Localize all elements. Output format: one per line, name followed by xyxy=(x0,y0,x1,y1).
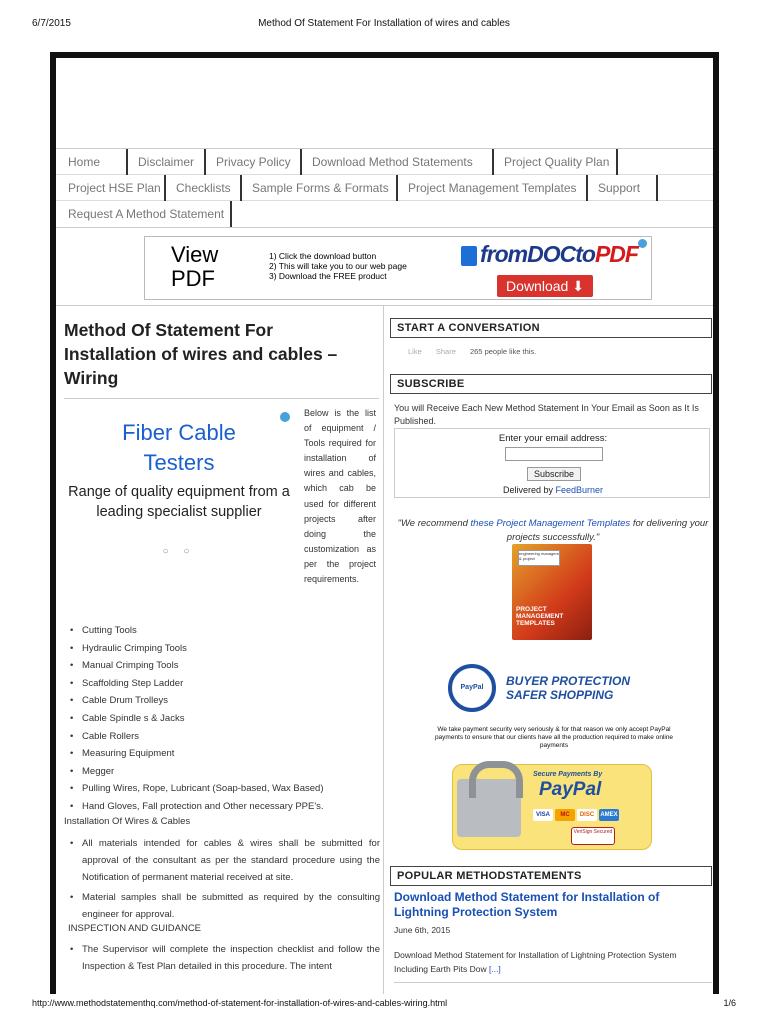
secure-payments-badge: Secure Payments By PayPal VISA MC DISC AMEX VeriSign Secured xyxy=(452,764,652,850)
nav-home[interactable]: Home xyxy=(56,149,128,175)
list-item: • The Supervisor will complete the inspection checklist and follow the Inspection & Test Plan detailed in this procedure. The intent xyxy=(70,942,380,976)
nav-project-hse-plan[interactable]: Project HSE Plan xyxy=(56,175,166,201)
section-heading-inspection: INSPECTION AND GUIDANCE xyxy=(68,923,202,934)
email-label: Enter your email address: xyxy=(498,433,608,444)
document-icon xyxy=(461,246,477,266)
nav-privacy-policy[interactable]: Privacy Policy xyxy=(206,149,302,175)
print-title: Method Of Statement For Installation of wires and cables xyxy=(258,18,510,29)
nav-checklists[interactable]: Checklists xyxy=(166,175,242,201)
popular-heading: POPULAR METHODSTATEMENTS xyxy=(390,866,712,886)
pm-templates-product-image[interactable]: engineering managers & project PROJECT MANAGEMENT TEMPLATES xyxy=(512,544,592,640)
nav-row-2 xyxy=(56,175,713,201)
ad-view-pdf: View PDF xyxy=(171,242,219,291)
nav-sample-forms[interactable]: Sample Forms & Formats xyxy=(242,175,398,201)
list-item: • Megger xyxy=(70,763,380,781)
nav-project-management-templates[interactable]: Project Management Templates xyxy=(398,175,588,201)
equipment-list xyxy=(70,622,380,816)
like-button[interactable]: Like xyxy=(408,347,422,356)
verisign-icon: VeriSign Secured xyxy=(571,827,615,845)
start-conversation-heading: START A CONVERSATION xyxy=(390,318,712,338)
list-item: • Cable Spindle s & Jacks xyxy=(70,710,380,728)
nav-row-3 xyxy=(56,201,713,227)
sidebar xyxy=(390,306,716,1002)
pm-templates-link[interactable]: these Project Management Templates xyxy=(470,518,631,529)
carousel-dots[interactable]: ○ ○ xyxy=(162,546,196,557)
delivered-by: Delivered by FeedBurner xyxy=(502,485,604,495)
subscribe-button[interactable]: Subscribe xyxy=(527,467,581,481)
inspection-list xyxy=(70,942,380,980)
nav-project-quality-plan[interactable]: Project Quality Plan xyxy=(494,149,618,175)
email-input[interactable] xyxy=(505,447,603,461)
fromdoctopdf-ad[interactable] xyxy=(144,236,652,300)
print-header xyxy=(0,0,768,44)
discover-icon: DISC xyxy=(577,809,597,821)
fiber-cable-ad[interactable] xyxy=(64,406,294,576)
list-item: • All materials intended for cables & wires shall be submitted for approval of the consultant as per the standard procedure using the Notification of permanent material received at site. xyxy=(70,836,380,886)
installation-list xyxy=(70,836,380,928)
ad-download-button[interactable]: Download ⬇ xyxy=(497,275,593,297)
nav-disclaimer[interactable]: Disclaimer xyxy=(128,149,206,175)
read-more-link[interactable]: [...] xyxy=(488,964,501,974)
popular-post-excerpt: Download Method Statement for Installation of Lightning Protection System Including Earth Pits Dow [...] xyxy=(394,950,677,974)
buyer-protection-text: BUYER PROTECTION SAFER SHOPPING xyxy=(506,674,631,702)
list-item: • Measuring Equipment xyxy=(70,745,380,763)
fiber-ad-body: Range of quality equipment from a leading specialist supplier xyxy=(68,484,290,520)
nav-request-method-statement[interactable]: Request A Method Statement xyxy=(56,201,232,227)
ad-steps: 1) Click the download button 2) This will take you to our web page 3) Download the FREE product xyxy=(269,251,407,281)
padlock-icon xyxy=(457,779,521,837)
list-item: • Hand Gloves, Fall protection and Other necessary PPE's. xyxy=(70,798,380,816)
post-title: Method Of Statement For Installation of wires and cables – Wiring xyxy=(64,320,338,388)
nav-support[interactable]: Support xyxy=(588,175,658,201)
nav-download-method-statements[interactable]: Download Method Statements xyxy=(302,149,494,175)
card-logos xyxy=(533,809,621,821)
nav-row-1 xyxy=(56,149,713,175)
share-button[interactable]: Share xyxy=(435,347,456,356)
top-ad-area xyxy=(56,228,713,306)
paypal-logo: PayPal xyxy=(539,779,602,800)
paypal-seal-icon: PayPal xyxy=(448,664,496,712)
amex-icon: AMEX xyxy=(599,809,619,821)
adchoices-icon[interactable] xyxy=(638,239,647,248)
fiber-ad-headline[interactable]: Fiber Cable Testers xyxy=(122,420,236,475)
popular-divider xyxy=(394,982,712,983)
recommend-text: "We recommend these Project Management Templates for delivering your projects successfully." xyxy=(397,518,709,543)
subscribe-heading: SUBSCRIBE xyxy=(390,374,712,394)
list-item: • Cutting Tools xyxy=(70,622,380,640)
list-item: • Hydraulic Crimping Tools xyxy=(70,640,380,658)
print-date: 6/7/2015 xyxy=(32,18,71,29)
mastercard-icon: MC xyxy=(555,809,575,821)
visa-icon: VISA xyxy=(533,809,553,821)
list-item: • Manual Crimping Tools xyxy=(70,657,380,675)
list-item: • Cable Drum Trolleys xyxy=(70,692,380,710)
page-url: http://www.methodstatementhq.com/method-of-statement-for-installation-of-wires-and-cables-wiring.html xyxy=(32,998,448,1008)
page-frame xyxy=(50,52,719,1002)
subscribe-description: You will Receive Each New Method Statement In Your Email as Soon as It Is Published. xyxy=(394,403,699,426)
post-intro: Below is the list of equipment / Tools required for installation of wires and cables, which cab be used for different projects after doing the customization as per the project requirements. xyxy=(304,408,376,585)
popular-post-date: June 6th, 2015 xyxy=(394,925,451,935)
like-count: 265 people like this. xyxy=(469,347,537,356)
section-heading-installation: Installation Of Wires & Cables xyxy=(64,816,191,827)
facebook-like-row xyxy=(408,347,536,356)
paypal-note: We take payment security very seriously & for that reason we only accept PayPal payments to ensure that our clients have all the production required to make online payments xyxy=(434,726,674,749)
feedburner-link[interactable]: FeedBurner xyxy=(555,485,604,495)
post-column xyxy=(56,306,384,1002)
page-number: 1/6 xyxy=(723,998,736,1008)
header-banner xyxy=(56,58,713,148)
email-subscribe-form xyxy=(394,428,710,498)
list-item: • Pulling Wires, Rope, Lubricant (Soap-based, Wax Based) xyxy=(70,780,380,798)
content-area xyxy=(56,306,713,1002)
main-nav xyxy=(56,148,713,228)
paypal-buyer-protection xyxy=(448,664,658,718)
list-item: • Scaffolding Step Ladder xyxy=(70,675,380,693)
print-footer xyxy=(0,994,768,1024)
title-divider xyxy=(64,398,379,399)
list-item: • Material samples shall be submitted as required by the consulting engineer for approval. xyxy=(70,890,380,924)
list-item: • Cable Rollers xyxy=(70,728,380,746)
fromdoctopdf-logo: fromDOCtoPDF xyxy=(461,241,638,268)
popular-post-link[interactable]: Download Method Statement for Installation of Lightning Protection System xyxy=(394,890,660,919)
